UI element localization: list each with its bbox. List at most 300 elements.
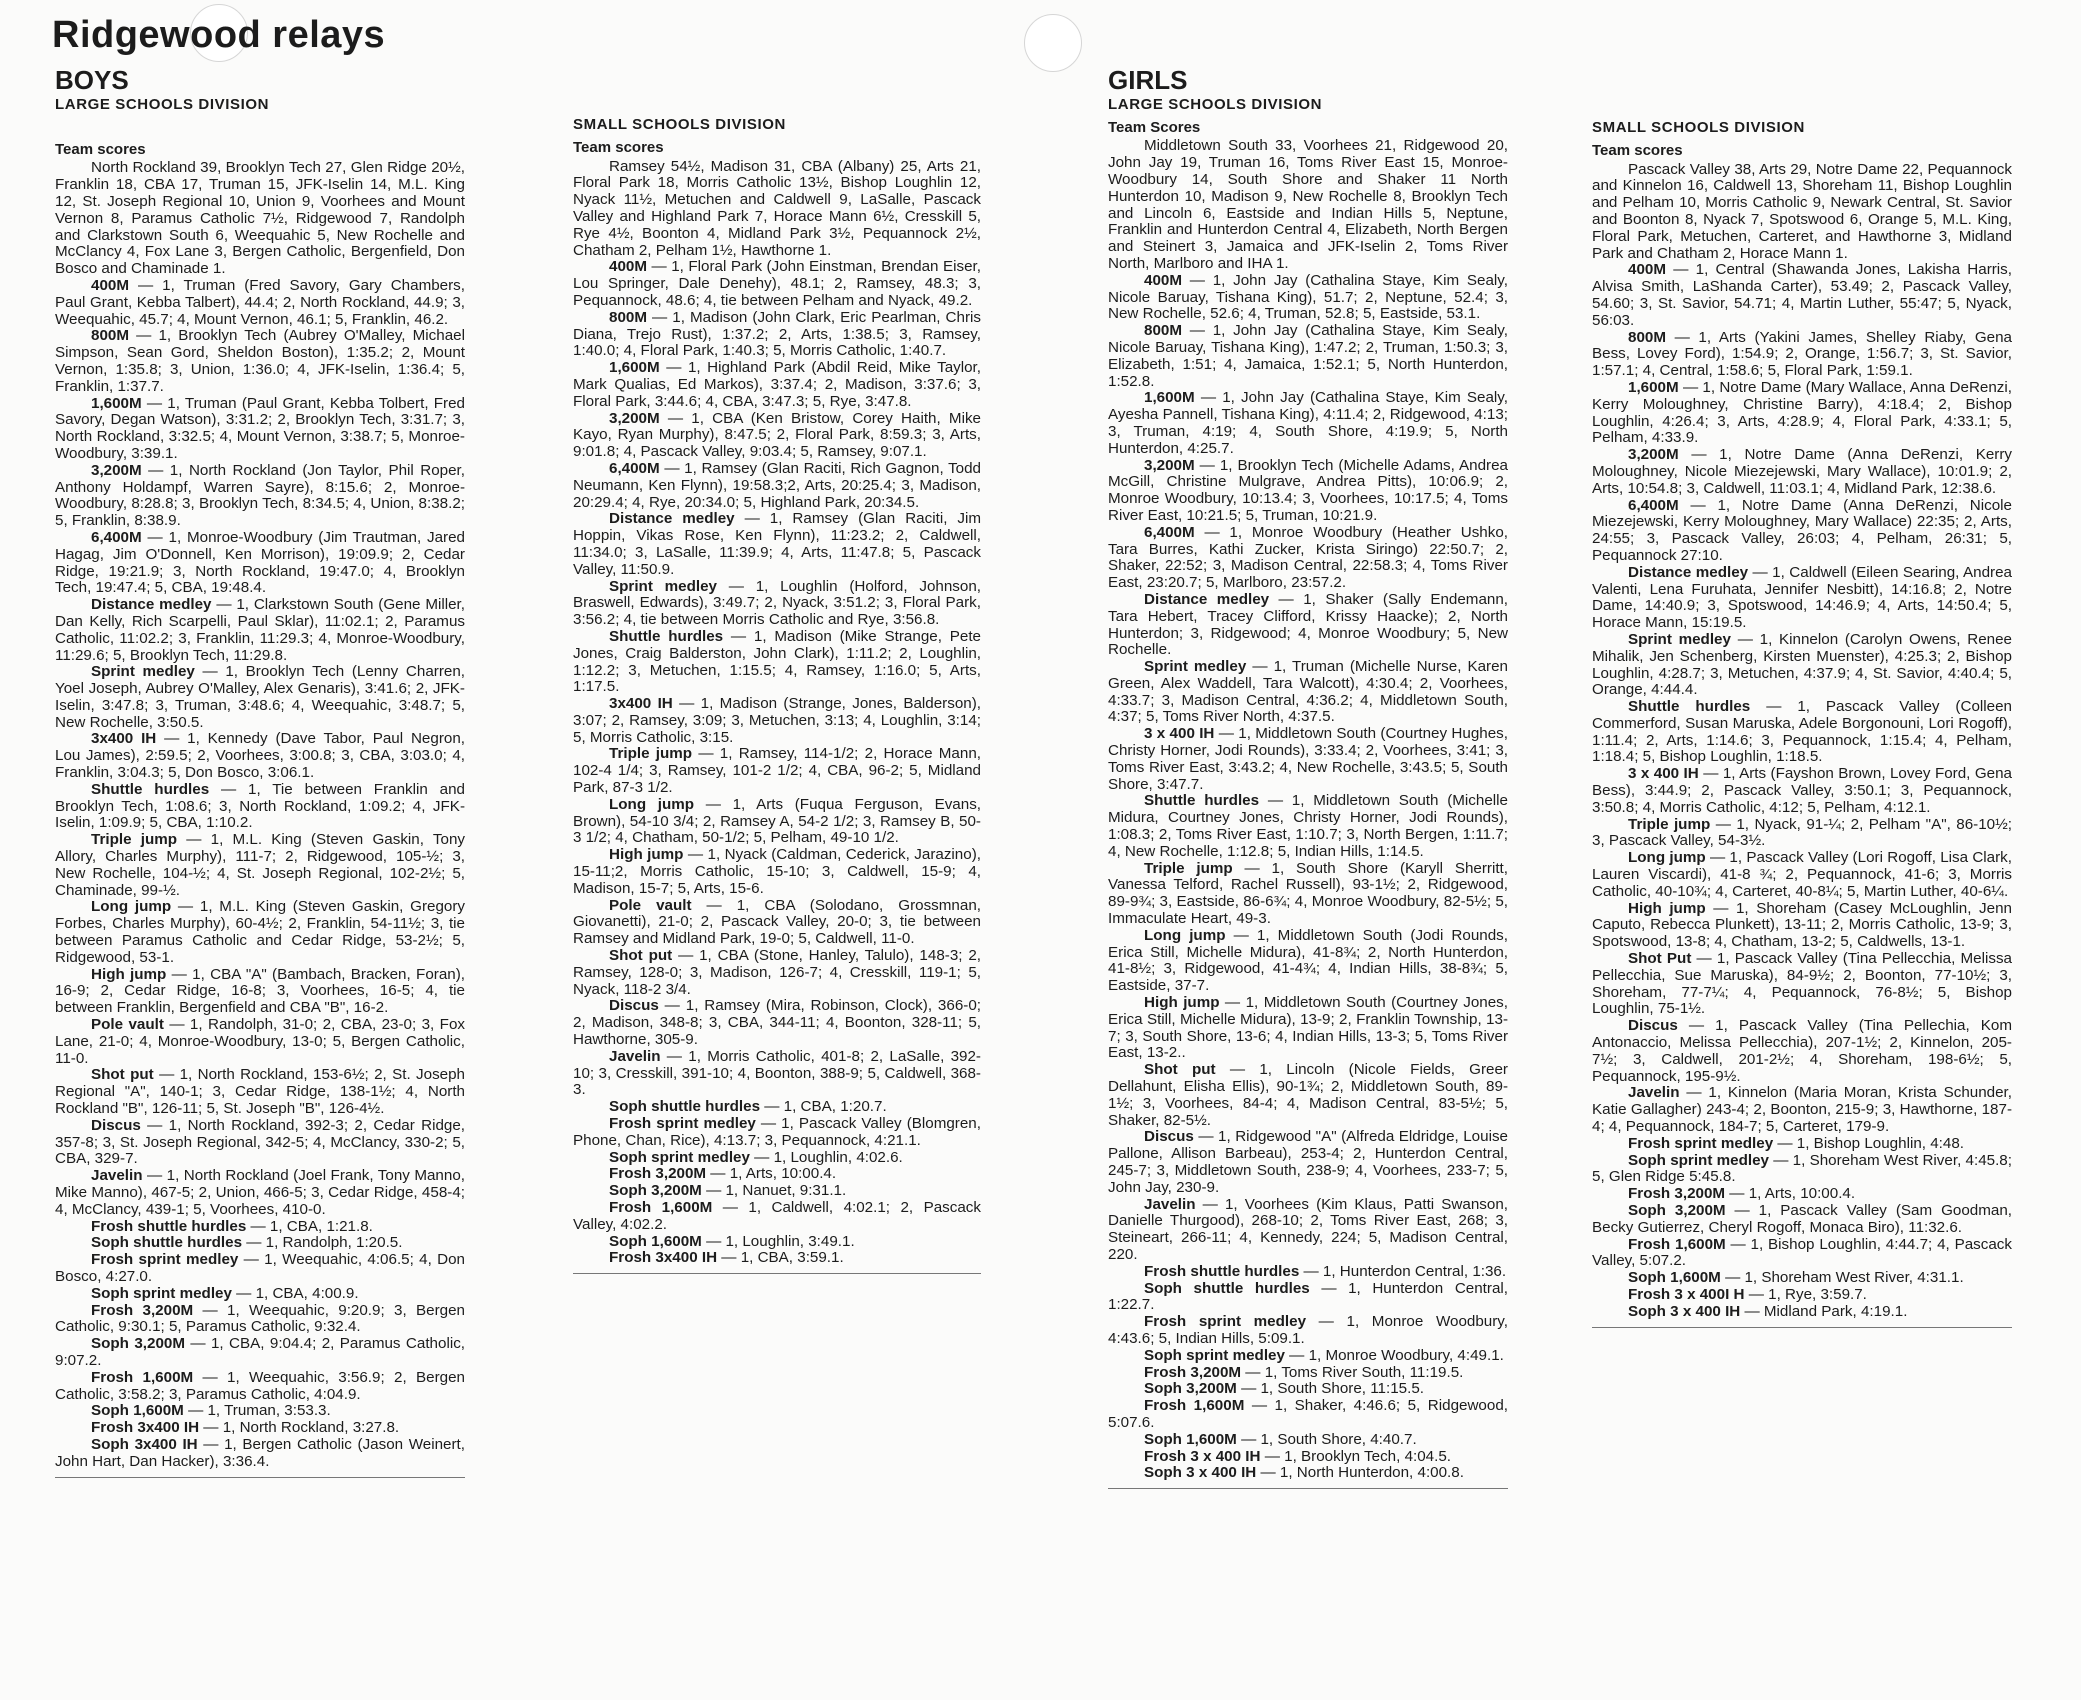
event-label: 800M (609, 308, 647, 326)
event-result (1592, 817, 2012, 851)
event-label: Frosh 1,600M (609, 1199, 713, 1216)
boys-small-column (573, 117, 981, 1274)
event-text: — 1, Highland Park (Abdil Reid, Mike Taylor, Mark Qualias, Ed Markos), 3:37.4; 2, Madison, 3:37.6; 3, Floral Park, 3:44.6; 4, CBA, 3:47.3; 5, Rye, 3:47.8. (573, 359, 981, 410)
event-result (1592, 447, 2012, 497)
event-label: High jump (1144, 994, 1220, 1012)
event-label: Discus (609, 997, 659, 1015)
event-label: 400M (609, 258, 647, 276)
event-result (1108, 273, 1508, 323)
event-text: — 1, Nyack, 91-¼; 2, Pelham "A", 86-10½; 3, Pascack Valley, 54-3½. (1592, 815, 2012, 850)
event-text: — 1, Middletown South (Courtney Hughes, Christy Horner, Jodi Rounds), 3:33.4; 2, Voorhees, 3:41; 3, Toms River East, 3:43.2; 4, New Rochelle, 3:43.5; 5, South Shore, 3:47.7. (1108, 725, 1508, 793)
event-label: Soph sprint medley (91, 1284, 232, 1302)
event-result (55, 328, 465, 395)
event-text: — 1, Hunterdon Central, 1:22.7. (1108, 1279, 1508, 1314)
event-label: Discus (1144, 1128, 1194, 1146)
event-text: — 1, Notre Dame (Mary Wallace, Anna DeRenzi, Kerry Moloughney, Christine Barry), 4:18.4; 2, Bishop Loughlin, 4:26.4; 3, Arts, 4:28.9; 4, Floral Park, 4:33.1; 5, Pelham, 4:33.9. (1592, 378, 2012, 447)
event-result (573, 310, 981, 360)
event-text: — 1, Pascack Valley (Lori Rogoff, Lisa Clark, Lauren Viscardi), 41-8 ¾; 2, Pequannock, 41-6; 3, Morris Catholic, 40-10¾; 4, Carteret, 40-8¼; 5, Martin Luther, 40-6¼. (1592, 849, 2012, 900)
team-scores-text (55, 160, 465, 278)
event-label: Soph 3,200M (1144, 1380, 1237, 1398)
girls-small-division-label: SMALL SCHOOLS DIVISION (1592, 119, 1805, 136)
event-label: 1,600M (1144, 389, 1195, 407)
event-result (1592, 498, 2012, 565)
event-text: — 1, Ramsey (Mira, Robinson, Clock), 366-0; 2, Madison, 348-8; 3, CBA, 344-11; 4, Boonton, 328-11; 5, Hawthorne, 305-9. (573, 997, 981, 1049)
event-text: — 1, Central (Shawanda Jones, Lakisha Harris, Alvisa Smith, LaShanda Carter), 53.49; 2, Pascack Valley, 54.60; 3, St. Savior, 54.71; 4, Martin Luther, 55:47; 5, Nyack, 56:03. (1592, 261, 2012, 329)
girls-large-results (1108, 138, 1508, 1482)
event-result (573, 797, 981, 847)
event-result (1592, 1186, 2012, 1203)
event-text: — 1, Bishop Loughlin, 4:48. (1773, 1134, 1964, 1152)
event-result (573, 511, 981, 578)
event-text: — 1, Caldwell (Eileen Searing, Andrea Valenti, Lena Furuhata, Jennifer Nesbitt), 14:16.8; 2, Notre Dame, 14:40.9; 3, Spotswood, 14:46.9; 4, Arts, 14:50.4; 5, Horace Mann, 15:19.5. (1592, 563, 2012, 632)
event-result (573, 411, 981, 461)
event-result (55, 967, 465, 1017)
event-result (55, 1403, 465, 1420)
event-label: High jump (609, 846, 684, 864)
event-label: Frosh 3 x 400I H (1628, 1285, 1745, 1303)
event-result (1108, 861, 1508, 928)
event-result (1592, 901, 2012, 951)
event-result (573, 579, 981, 629)
event-text: Pascack Valley 38, Arts 29, Notre Dame 22, Pequannock and Kinnelon 16, Caldwell 13, Shoreham 11, Bishop Loughlin and Pelham 10, Morris Catholic 9, Newark Central, St. Savior and Boonton 8, Nyack 7, Spotswood 6, Orange 5, M.L. King, Floral Park, Metuchen, Carteret, and Hawthorne 3, Midland Park and Chatham 2, Horace Mann 1. (1592, 160, 2012, 262)
event-result (1592, 766, 2012, 816)
event-result (573, 898, 981, 948)
event-result (1108, 1264, 1508, 1281)
event-result (1108, 995, 1508, 1062)
event-text: — 1, Notre Dame (Anna DeRenzi, Kerry Moloughney, Nicole Miezejewski, Mary Wallace), 10:01.9; 2, Arts, 10:54.8; 3, Caldwell, 11:03.1; 4, Midland Park, 12:38.6. (1592, 446, 2012, 497)
event-label: Frosh 3,200M (1628, 1185, 1726, 1203)
event-label: Shuttle hurdles (609, 627, 724, 645)
event-text: — 1, Brooklyn Tech (Lenny Charren, Yoel Joseph, Aubrey O'Malley, Alex Genaris), 3:41.6; 2, JFK-Iselin, 3:47.8; 3, Truman, 3:48.6; 4, Weequahic, 3:48.7; 5, New Rochelle, 3:50.5. (55, 663, 465, 731)
event-result (55, 664, 465, 731)
event-label: 6,400M (609, 459, 660, 477)
event-result (1592, 850, 2012, 900)
event-text: — 1, Shaker (Sally Endemann, Tara Hebert, Tracey Clifford, Krissy Haacke); 2, North Hunterdon; 3, Ridgewood; 4, Monroe Woodbury; 5, New Rochelle. (1108, 590, 1508, 659)
event-label: Long jump (609, 795, 695, 813)
event-text: — 1, Ridgewood "A" (Alfreda Eldridge, Louise Pallone, Allison Barbeau), 253-4; 2, Hunterdon Central, 245-7; 3, Middletown South, 238-9; 4, Voorhees, 233-7; 5, John Jay, 230-9. (1108, 1128, 1508, 1196)
event-label: Soph sprint medley (1144, 1346, 1285, 1364)
event-label: Soph 3 x 400 IH (1144, 1464, 1257, 1482)
event-result (1108, 1281, 1508, 1315)
event-label: Frosh 3,200M (91, 1301, 194, 1319)
event-text: — 1, Middletown South (Jodi Rounds, Erica Still, Michelle Midura), 41-8¾; 2, North Hunterdon, 41-8½; 3, Ridgewood, 41-4¾; 4, Indian Hills, 38-8¾; 5, Eastside, 37-7. (1108, 926, 1508, 995)
column-rule (573, 1273, 981, 1274)
event-text: — 1, Voorhees (Kim Klaus, Patti Swanson, Danielle Thurgood), 268-10; 2, Toms River East, 268; 3, Steineart, 266-11; 4, Kennedy, 224; 5, Madison Central, 220. (1108, 1195, 1508, 1263)
event-result (573, 360, 981, 410)
bleed-through-mark (1940, 1500, 1960, 1540)
event-label: 3x400 IH (91, 730, 157, 748)
event-label: High jump (1628, 899, 1706, 917)
event-text: — 1, Shoreham West River, 4:31.1. (1720, 1269, 1964, 1287)
event-text: — 1, Pascack Valley (Sam Goodman, Becky Gutierrez, Cheryl Rogoff, Monaca Biro), 11:32.6. (1592, 1202, 2012, 1236)
event-text: — 1, Truman (Michelle Nurse, Karen Green, Alex Waddell, Tara Walcott), 4:30.4; 2, Voorhees, 4:33.7; 3, Madison Central, 4:36.2; 4, Middletown South, 4:37; 5, Toms River North, 4:37.5. (1108, 658, 1508, 726)
boys-small-team-scores-label: Team scores (573, 138, 664, 156)
event-result (1592, 330, 2012, 380)
event-result (573, 1049, 981, 1099)
event-text: — 1, North Rockland, 392-3; 2, Cedar Ridge, 357-8; 3, St. Joseph Regional, 342-5; 4, McClancy, 330-2; 5, CBA, 329-7. (55, 1116, 465, 1168)
team-scores-text (1592, 162, 2012, 263)
event-label: 1,600M (91, 394, 142, 412)
event-result (1592, 699, 2012, 766)
event-text: — 1, Monroe Woodbury, 4:49.1. (1284, 1346, 1504, 1364)
event-text: — 1, Loughlin (Holford, Johnson, Braswell, Edwards), 3:49.7; 2, Nyack, 3:51.2; 3, Floral Park, 3:56.2; 4, tie between Morris Catholic and Rye, 3:56.8. (573, 577, 981, 629)
event-label: Frosh 3x400 IH (91, 1419, 200, 1437)
event-result (573, 847, 981, 897)
event-result (55, 1303, 465, 1337)
event-label: Soph shuttle hurdles (91, 1234, 243, 1252)
event-text: — 1, Arts, 10:00.4. (1725, 1185, 1856, 1203)
event-result (55, 1437, 465, 1471)
event-label: 1,600M (1628, 378, 1679, 396)
event-label: Distance medley (91, 596, 212, 614)
boys-large-team-scores-label: Team scores (55, 140, 146, 158)
event-text: Ramsey 54½, Madison 31, CBA (Albany) 25, Arts 21, Floral Park 18, Morris Catholic 13½, Bishop Loughlin 12, Nyack 11½, Metuchen and Caldwell 9, LaSalle, Pascack Valley and Highland Park 7, Horace Mann 6½, Cresskill 5, Rye 4½, Boonton 4, Midland Park 3½, Pequannock 2½, Chatham 2, Pelham 1½, Hawthorne 1. (573, 157, 981, 259)
event-result (573, 1183, 981, 1200)
event-label: Frosh sprint medley (609, 1115, 756, 1133)
event-text: — 1, Ramsey (Glan Raciti, Jim Hoppin, Vikas Rose, Ken Flynn), 11:23.2; 2, Caldwell, 11:34.0; 3, LaSalle, 11:39.9; 4, Arts, 11:47.8; 5, Pascack Valley, 11:50.9. (573, 510, 982, 578)
event-result (573, 629, 981, 696)
boys-heading: BOYS (55, 65, 129, 95)
event-result (1592, 262, 2012, 329)
event-label: Frosh 3,200M (1144, 1363, 1242, 1381)
column-rule (1108, 1488, 1508, 1489)
event-label: 800M (1628, 328, 1666, 346)
event-text: — 1, Monroe-Woodbury (Jim Trautman, Jared Hagag, Jim O'Donnell, Ken Morrison), 19:09.9; 2, Cedar Ridge, 19:21.9; 3, North Rockland, 19:47.0; 4, Brooklyn Tech, 19:47.4; 5, CBA, 19:48.4. (55, 528, 465, 597)
event-label: Frosh 3 x 400 IH (1144, 1447, 1261, 1465)
event-text: — 1, North Rockland (Jon Taylor, Phil Roper, Anthony Holdampf, Warren Sayre), 8:15.6; 2, Monroe-Woodbury, 8:28.8; 3, Brooklyn Tech, 8:34.5; 4, Union, 8:38.2; 5, Franklin, 8:38.9. (55, 461, 465, 530)
event-text: — 1, Arts (Fuqua Ferguson, Evans, Brown), 54-10 3/4; 2, Ramsey A, 54-2 1/2; 3, Ramsey B, 50-3 1/2; 4, Chatham, 50-1/2; 5, Pelham, 49-10 1/2. (573, 795, 982, 847)
event-text: — 1, Nyack (Caldman, Cederick, Jarazino), 15-11;2, Morris Catholic, 15-10; 3, Caldwell, 15-9; 4, Madison, 15-7; 5, Arts, 15-6. (573, 846, 981, 897)
event-text: — 1, Bergen Catholic (Jason Weinert, John Hart, Dan Hacker), 3:36.4. (55, 1435, 465, 1470)
event-label: Sprint medley (1628, 630, 1731, 648)
event-text: — 1, North Hunterdon, 4:00.8. (1256, 1464, 1464, 1482)
column-rule (55, 1477, 465, 1478)
event-result (1108, 1365, 1508, 1382)
event-text: — 1, Rye, 3:59.7. (1744, 1285, 1867, 1303)
event-result (1592, 1085, 2012, 1135)
event-text: — 1, South Shore, 11:15.5. (1236, 1380, 1424, 1398)
event-text: — 1, Nanuet, 9:31.1. (701, 1182, 847, 1200)
event-text: Middletown South 33, Voorhees 21, Ridgewood 20, John Jay 19, Truman 16, Toms River East 15, Monroe-Woodbury 14, South Shore and Shaker 11 North Hunterdon 10, Madison 9, New Rochelle 8, Brooklyn Tech and Lincoln 6, Eastside and Indian Hills 5, Neptune, Franklin and Hunterdon Central 4, Elizabeth, North Bergen and Steinert 3, Jamaica and JFK-Iselin 2, Toms River North, Marlboro and IHA 1. (1108, 137, 1508, 272)
event-result (55, 396, 465, 463)
event-result (1592, 1287, 2012, 1304)
event-text: — 1, Shaker, 4:46.6; 5, Ridgewood, 5:07.6. (1108, 1397, 1508, 1431)
event-label: Long jump (91, 898, 172, 916)
event-result (1108, 928, 1508, 995)
event-result (1108, 1465, 1508, 1482)
event-label: Sprint medley (91, 663, 195, 681)
event-text: — 1, North Rockland, 3:27.8. (199, 1419, 400, 1437)
event-text: — 1, Lincoln (Nicole Fields, Greer Dellahunt, Elisha Ellis), 90-1¾; 2, Middletown South, 89-1½; 3, Voorhees, 84-4; 4, Madison Central, 83-5½; 5, Shaker, 82-5½. (1108, 1061, 1508, 1129)
event-label: 1,600M (609, 359, 660, 377)
event-text: — 1, Bishop Loughlin, 4:44.7; 4, Pascack Valley, 5:07.2. (1592, 1235, 2012, 1270)
event-result (55, 1168, 465, 1218)
event-result (1108, 1348, 1508, 1365)
event-result (573, 998, 981, 1048)
girls-large-division-label: LARGE SCHOOLS DIVISION (1108, 95, 1323, 113)
event-text: — 1, Hunterdon Central, 1:36. (1299, 1262, 1507, 1280)
event-text: — 1, Ramsey (Glan Raciti, Rich Gagnon, Todd Neumann, Ken Flynn), 19:58.3;2, Arts, 20:25.4; 3, Madison, 20:29.4; 4, Rye, 20:34.0; 5, Highland Park, 20:34.5. (573, 459, 981, 511)
event-label: 6,400M (1144, 523, 1195, 541)
event-text: — 1, Tie between Franklin and Brooklyn Tech, 1:08.6; 3, North Rockland, 1:09.2; 4, JFK-Iselin, 1:09.9; 5, CBA, 1:10.2. (55, 780, 465, 832)
girls-large-column (1108, 65, 1508, 1489)
event-label: Soph shuttle hurdles (609, 1098, 761, 1116)
event-text: — 1, Truman (Fred Savory, Gary Chambers, Paul Grant, Kebba Talbert), 44.4; 2, North Rockland, 44.9; 3, Weequahic, 45.7; 4, Mount Vernon, 46.1; 5, Franklin, 46.2. (55, 276, 465, 328)
event-label: Distance medley (1628, 563, 1749, 581)
event-text: — 1, Brooklyn Tech (Michelle Adams, Andrea McGill, Christine Mulgrave, Andrea Pitts), 10:06.9; 2, Monroe Woodbury, 10:13.4; 3, Voorhees, 10:17.5; 4, Toms River East, 10:21.5; 5, Truman, 10:21.9. (1108, 456, 1508, 524)
event-result (55, 278, 465, 328)
event-result (1592, 1018, 2012, 1085)
event-text: — 1, CBA, 1:20.7. (760, 1098, 887, 1116)
event-label: 6,400M (1628, 496, 1679, 514)
event-label: 3 x 400 IH (1628, 765, 1699, 783)
event-result (1108, 323, 1508, 390)
event-label: Frosh 1,600M (1628, 1235, 1726, 1253)
event-result (573, 948, 981, 998)
event-result (55, 463, 465, 530)
event-label: Soph 3x400 IH (91, 1435, 198, 1453)
event-result (1108, 659, 1508, 726)
event-result (1108, 1062, 1508, 1129)
event-label: Shuttle hurdles (91, 780, 210, 798)
event-label: Triple jump (1144, 859, 1233, 877)
event-label: Shot Put (1628, 950, 1692, 968)
event-label: Pole vault (609, 896, 692, 914)
event-result (573, 1234, 981, 1251)
event-result (573, 746, 981, 796)
event-label: Soph 3,200M (609, 1182, 702, 1200)
event-label: Soph 1,600M (91, 1402, 184, 1420)
event-result (1592, 1203, 2012, 1237)
event-label: Soph 1,600M (1628, 1269, 1721, 1287)
event-text: — Midland Park, 4:19.1. (1740, 1302, 1908, 1320)
girls-small-team-scores-label: Team scores (1592, 141, 1683, 159)
event-text: — 1, CBA (Solodano, Grossmnan, Giovanetti), 21-0; 2, Pascack Valley, 20-0; 3, tie between Ramsey and Midland Park, 19-0; 5, Caldwell, 11-0. (573, 896, 981, 948)
event-result (1592, 1153, 2012, 1187)
event-text: — 1, Arts (Fayshon Brown, Lovey Ford, Gena Bess), 3:44.9; 2, Pascack Valley, 3:50.1; 3, Pequannock, 3:50.8; 4, Morris Catholic, 4:12; 5, Pelham, 4:12.1. (1592, 765, 2012, 816)
event-label: Soph 3,200M (1628, 1202, 1726, 1219)
event-label: 3x400 IH (609, 695, 673, 713)
event-label: Frosh 3,200M (609, 1165, 707, 1183)
event-label: Distance medley (609, 510, 735, 528)
event-label: Frosh 1,600M (1144, 1397, 1245, 1415)
event-result (1592, 1136, 2012, 1153)
event-text: — 1, CBA "A" (Bambach, Bracken, Foran), 16-9; 2, Cedar Ridge, 16-8; 3, Voorhees, 16-5; 4, tie between Franklin, Bergenfield and CBA "B", 16-2. (55, 965, 465, 1017)
team-scores-text (1108, 138, 1508, 272)
event-label: Discus (91, 1116, 141, 1134)
event-text: — 1, John Jay (Cathalina Staye, Kim Sealy, Nicole Baruay, Tishana King), 51.7; 2, Neptune, 52.4; 3, New Rochelle, 52.6; 4, Truman, 52.8; 5, Eastside, 53.1. (1108, 271, 1508, 323)
event-label: Soph sprint medley (1628, 1151, 1769, 1169)
event-text: — 1, Pascack Valley (Blomgren, Phone, Chan, Rice), 4:13.7; 3, Pequannock, 4:21.1. (573, 1115, 981, 1149)
event-result (1108, 1398, 1508, 1432)
girls-large-team-scores-label: Team Scores (1108, 118, 1201, 136)
event-result (573, 259, 981, 309)
event-result (1108, 793, 1508, 860)
event-label: Soph shuttle hurdles (1144, 1279, 1310, 1297)
event-text: — 1, Pascack Valley (Colleen Commerford, Susan Maruska, Adele Borgonouni, Lori Rogoff), 1:11.4; 2, Arts, 1:14.6; 3, Pequannock, 1:15.4; 4, Pelham, 1:18.4; 5, Bishop Loughlin, 1:18.5. (1592, 698, 2012, 766)
event-result (1592, 1304, 2012, 1321)
event-text: — 1, Truman (Paul Grant, Kebba Tolbert, Fred Savory, Degan Watson), 3:31.2; 2, Brooklyn Tech, 3:31.7; 3, North Rockland, 3:32.5; 4, Mount Vernon, 3:38.7; 5, Monroe-Woodbury, 3:39.1. (55, 394, 465, 462)
team-scores-text (573, 159, 981, 260)
event-result (55, 899, 465, 966)
event-result (55, 782, 465, 832)
event-text: — 1, Ramsey, 114-1/2; 2, Horace Mann, 102-4 1/4; 3, Ramsey, 101-2 1/2; 4, CBA, 96-2; 5, Midland Park, 87-3 1/2. (573, 745, 981, 797)
event-text: — 1, Randolph, 1:20.5. (242, 1234, 403, 1252)
event-result (573, 1200, 981, 1234)
event-text: — 1, John Jay (Cathalina Staye, Kim Sealy, Ayesha Pannell, Tishana King), 4:11.4; 2, Ridgewood, 4:13; 3, Truman, 4:19; 4, South Shore, 4:19.9; 5, North Hunterdon, 4:25.7. (1108, 389, 1508, 457)
event-text: — 1, Kinnelon (Carolyn Owens, Renee Mihalik, Jen Schenberg, Kirsten Muenster), 4:25.3; 2, Bishop Loughlin, 4:28.7; 3, Metuchen, 4:37.9; 4, St. Savior, 4:40.4; 5, Orange, 4:44.4. (1592, 630, 2012, 699)
event-result (1592, 951, 2012, 1018)
event-text: — 1, Loughlin, 4:02.6. (749, 1148, 903, 1166)
page-title: Ridgewood relays (52, 14, 386, 56)
event-text: — 1, Clarkstown South (Gene Miller, Dan Kelly, Rich Scarpelli, Paul Sklar), 11:02.1; 2, Paramus Catholic, 11:02.2; 3, Franklin, 11:29.3; 4, Monroe-Woodbury, 11:29.6; 5, Brooklyn Tech, 11:29.8. (55, 596, 465, 664)
event-result (573, 1099, 981, 1116)
event-text: — 1, Shoreham West River, 4:45.8; 5, Glen Ridge 5:45.8. (1592, 1151, 2012, 1186)
event-label: High jump (91, 965, 167, 983)
event-text: North Rockland 39, Brooklyn Tech 27, Glen Ridge 20½, Franklin 18, CBA 17, Truman 15, JFK-Iselin 14, M.L. King 12, St. Joseph Regional 10, Union 9, Voorhees and Mount Vernon 8, Paramus Catholic 7½, Ridgewood 7, Randolph and Clarkstown South 6, Weequahic 5, New Rochelle and McClancy 4, Fox Lane 3, Bergen Catholic, Bergenfield, Don Bosco and Chaminade 1. (55, 159, 465, 278)
event-text: — 1, John Jay (Cathalina Staye, Kim Sealy, Nicole Baruay, Tishana King), 1:47.2; 2, Truman, 1:50.3; 3, Elizabeth, 1:51; 4, Jamaica, 1:52.1; 5, North Hunterdon, 1:52.8. (1108, 322, 1508, 390)
event-result (1592, 632, 2012, 699)
event-label: Triple jump (609, 745, 693, 763)
event-label: Frosh 3x400 IH (609, 1249, 718, 1267)
girls-heading: GIRLS (1108, 65, 1188, 95)
event-label: Javelin (1628, 1084, 1680, 1102)
event-result (55, 1235, 465, 1252)
event-label: Discus (1628, 1017, 1678, 1035)
event-text: — 1, North Rockland (Joel Frank, Tony Manno, Mike Manno), 467-5; 2, Union, 466-5; 3, Cedar Ridge, 458-4; 4, McClancy, 439-1; 5, Voorhees, 410-0. (55, 1167, 465, 1218)
event-text: — 1, Randolph, 31-0; 2, CBA, 23-0; 3, Fox Lane, 21-0; 4, Monroe-Woodbury, 13-0; 5, Bergen Catholic, 11-0. (55, 1016, 465, 1067)
event-label: Soph 1,600M (609, 1232, 702, 1250)
event-text: — 1, Middletown South (Michelle Midura, Courtney Jones, Christy Horner, Jodi Rounds), 1:08.3; 2, Toms River East, 1:10.7; 3, North Bergen, 1:11.7; 4, New Rochelle, 1:12.8; 5, Indian Hills, 1:14.5. (1108, 792, 1508, 860)
event-result (55, 1067, 465, 1117)
event-label: 6,400M (91, 528, 142, 546)
boys-large-column (55, 65, 466, 1478)
event-label: 3 x 400 IH (1144, 725, 1215, 743)
event-text: — 1, Toms River South, 11:19.5. (1241, 1363, 1464, 1381)
event-label: Soph 1,600M (1144, 1430, 1237, 1448)
event-text: — 1, South Shore, 4:40.7. (1236, 1430, 1417, 1448)
event-label: 800M (1144, 322, 1182, 340)
event-label: Shuttle hurdles (1628, 698, 1751, 716)
event-label: 400M (1144, 271, 1182, 289)
event-result (1108, 592, 1508, 659)
event-text: — 1, CBA, 3:59.1. (717, 1249, 844, 1267)
event-result (55, 1336, 465, 1370)
bleed-through-mark (980, 210, 1000, 250)
event-result (55, 1118, 465, 1168)
event-text: — 1, CBA (Stone, Hanley, Talulo), 148-3; 2, Ramsey, 128-0; 3, Madison, 126-7; 4, Cresskill, 119-1; 5, Nyack, 118-2 3/4. (573, 947, 982, 998)
event-result (55, 1420, 465, 1437)
event-text: — 1, Brooklyn Tech, 4:04.5. (1260, 1447, 1452, 1465)
event-result (55, 1370, 465, 1404)
event-text: — 1, Kennedy (Dave Tabor, Paul Negron, Lou James), 2:59.5; 2, Voorhees, 3:00.8; 3, CBA, 3:03.0; 4, Franklin, 3:04.3; 5, Don Bosco, 3:06.1. (55, 730, 465, 782)
event-result (1108, 390, 1508, 457)
event-label: Triple jump (91, 831, 178, 849)
event-text: — 1, Monroe Woodbury (Heather Ushko, Tara Burres, Kathi Zucker, Krista Siringo) 22:50.7; 2, Shaker, 22:52; 3, Madison Central, 22:58.3; 4, Toms River East, 23:20.7; 5, Marlboro, 23:57.2. (1108, 523, 1508, 592)
event-text: — 1, CBA (Ken Bristow, Corey Haith, Mike Kayo, Ryan Murphy), 8:47.5; 2, Floral Park, 8:59.3; 3, Arts, 9:01.8; 4, Pascack Valley, 9:03.4; 5, Ramsey, 9:07.1. (573, 409, 981, 461)
event-label: 400M (1628, 261, 1666, 279)
event-label: Pole vault (91, 1016, 164, 1034)
event-text: — 1, M.L. King (Steven Gaskin, Gregory Forbes, Charles Murphy), 60-4½; 2, Franklin, 54-11½; 3, tie between Paramus Catholic and Cedar Ridge, 53-2½; 5, Ridgewood, 53-1. (55, 898, 465, 966)
event-label: Soph 3,200M (91, 1335, 186, 1353)
event-text: — 1, Loughlin, 3:49.1. (701, 1232, 855, 1250)
event-text: — 1, Pascack Valley (Tina Pellecchia, Melissa Pellecchia, Sue Maruska), 84-9½; 2, Boonton, 77-10½; 3, Shoreham, 77-7¼; 4, Pequannock, 76-8½; 5, Bishop Loughlin, 75-1½. (1592, 950, 2012, 1018)
event-text: — 1, Weequahic, 3:56.9; 2, Bergen Catholic, 3:58.2; 3, Paramus Catholic, 4:04.9. (55, 1368, 465, 1403)
event-result (55, 1286, 465, 1303)
event-text: — 1, CBA, 9:04.4; 2, Paramus Catholic, 9:07.2. (55, 1335, 466, 1369)
event-text: — 1, Weequahic, 4:06.5; 4, Don Bosco, 4:27.0. (55, 1251, 465, 1285)
event-text: — 1, M.L. King (Steven Gaskin, Tony Allory, Charles Murphy), 111-7; 2, Ridgewood, 105-½; 3, New Rochelle, 104-½; 4, St. Joseph Regional, 102-2½; 5, Chaminade, 99-½. (55, 831, 465, 899)
event-label: 800M (91, 327, 129, 345)
event-text: — 1, Madison (Strange, Jones, Balderson), 3:07; 2, Ramsey, 3:09; 3, Metuchen, 3:13; 4, Loughlin, 3:14; 5, Morris Catholic, 3:15. (573, 695, 982, 746)
event-label: 3,200M (609, 409, 660, 427)
event-label: 400M (91, 276, 129, 294)
event-result (573, 1166, 981, 1183)
boys-small-division-label: SMALL SCHOOLS DIVISION (573, 116, 786, 133)
event-text: — 1, Monroe Woodbury, 4:43.6; 5, Indian Hills, 5:09.1. (1108, 1313, 1508, 1347)
event-label: Frosh sprint medley (91, 1251, 239, 1269)
event-label: Sprint medley (609, 577, 717, 595)
event-result (573, 1250, 981, 1267)
event-result (1592, 380, 2012, 447)
event-result (573, 1150, 981, 1167)
event-label: Shot put (1144, 1061, 1216, 1079)
boys-large-division-label: LARGE SCHOOLS DIVISION (55, 95, 270, 113)
event-result (55, 731, 465, 781)
event-label: Frosh shuttle hurdles (91, 1217, 247, 1235)
event-result (1108, 1432, 1508, 1449)
punch-hole-right (1024, 14, 1082, 72)
event-result (1108, 1129, 1508, 1196)
event-result (573, 1116, 981, 1150)
event-label: Javelin (609, 1047, 661, 1065)
event-result (1108, 1197, 1508, 1264)
event-label: Long jump (1628, 849, 1706, 867)
event-text: — 1, North Rockland, 153-6½; 2, St. Joseph Regional "A", 140-1; 3, Cedar Ridge, 138-1½; 4, North Rockland "B", 126-11; 5, St. Joseph "B", 126-4½. (55, 1066, 465, 1118)
event-result (55, 597, 465, 664)
column-rule (1592, 1327, 2012, 1328)
event-label: Soph sprint medley (609, 1148, 750, 1166)
event-text: — 1, Weequahic, 9:20.9; 3, Bergen Catholic, 9:30.1; 5, Paramus Catholic, 9:32.4. (55, 1301, 465, 1336)
event-text: — 1, Arts (Yakini James, Shelley Riaby, Gena Bess, Lovey Ford), 1:54.9; 2, Orange, 1:56.7; 3, St. Savior, 1:57.1; 4, Central, 1:58.6; 5, Floral Park, 1:59.1. (1592, 328, 2012, 380)
event-result (55, 1252, 465, 1286)
event-text: — 1, Middletown South (Courtney Jones, Erica Still, Michelle Midura), 13-9; 2, Franklin Township, 13-7; 3, South Shore, 13-6; 4, Indian Hills, 13-3; 5, Toms River East, 13-2.. (1108, 994, 1508, 1062)
event-label: Frosh sprint medley (1144, 1313, 1307, 1331)
event-label: Sprint medley (1144, 658, 1247, 676)
girls-small-results (1592, 162, 2012, 1321)
event-text: — 1, Floral Park (John Einstman, Brendan Eiser, Lou Springer, Dale Denehy), 48.1; 2, Ramsey, 48.3; 3, Pequannock, 48.6; 4, tie between Pelham and Nyack, 49.2. (573, 258, 981, 309)
event-text: — 1, Arts, 10:00.4. (706, 1165, 837, 1183)
event-result (1108, 458, 1508, 525)
event-result (1108, 525, 1508, 592)
event-text: — 1, Kinnelon (Maria Moran, Krista Schunder, Katie Gallagher) 243-4; 2, Boonton, 215-9; 3, Hawthorne, 187-4; 4, Pequannock, 184-7; 5, Carteret, 179-9. (1592, 1084, 2012, 1136)
event-label: Frosh shuttle hurdles (1144, 1262, 1300, 1280)
event-text: — 1, Brooklyn Tech (Aubrey O'Malley, Michael Simpson, Sean Gord, Sheldon Boston), 1:35.2; 2, Mount Vernon, 1:35.8; 3, Union, 1:36.0; 4, JFK-Iselin, 1:36.4; 5, Franklin, 1:37.7. (55, 327, 465, 395)
event-text: — 1, CBA, 4:00.9. (231, 1284, 359, 1302)
event-result (1592, 1270, 2012, 1287)
event-label: Shot put (91, 1066, 154, 1084)
event-result (1592, 565, 2012, 632)
event-label: Shuttle hurdles (1144, 792, 1260, 810)
event-text: — 1, Notre Dame (Anna DeRenzi, Nicole Miezejewski, Kerry Moloughney, Mary Wallace) 22:35; 2, Arts, 24:55; 3, Pascack Valley, 26:03; 4, Pelham, 26:31; 5, Pequannock 27:10. (1592, 496, 2012, 564)
event-text: — 1, Truman, 3:53.3. (183, 1402, 331, 1420)
event-label: Distance medley (1144, 590, 1270, 608)
event-result (573, 461, 981, 511)
event-text: — 1, Shoreham (Casey McLoughlin, Jenn Caputo, Rebecca Plunkett), 13-11; 2, Morris Catholic, 13-9; 3, Spotswood, 13-8; 4, Chatham, 13-2; 5, Caldwells, 13-1. (1592, 899, 2012, 951)
event-result (55, 1017, 465, 1067)
event-label: Triple jump (1628, 815, 1711, 833)
event-text: — 1, Caldwell, 4:02.1; 2, Pascack Valley, 4:02.2. (573, 1199, 981, 1233)
